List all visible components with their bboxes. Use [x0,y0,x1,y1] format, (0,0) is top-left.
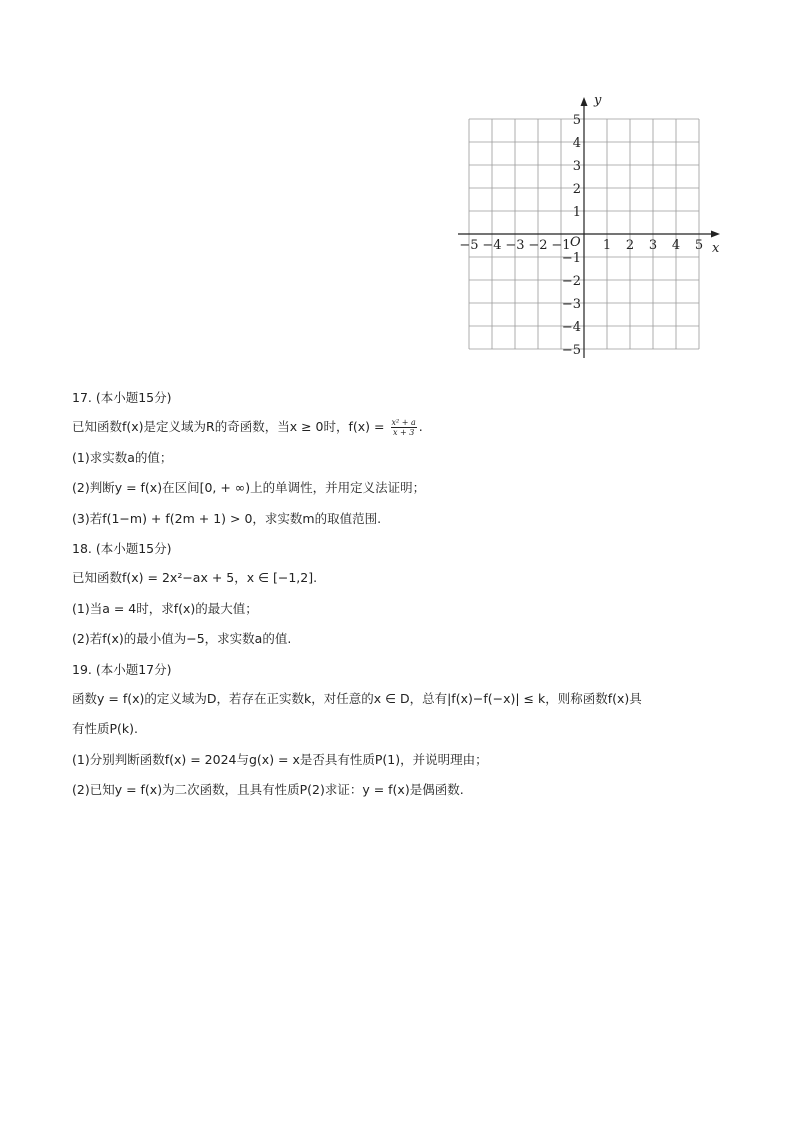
tick-labels [459,113,703,358]
problem-17-header: 17. (本小题15分) [72,390,172,405]
problem-17-question-2: (2)判断y = f(x)在区间[0, + ∞)上的单调性，并用定义法证明； [72,480,426,495]
y-tick-label: −1 [561,251,581,266]
y-tick-label: 5 [572,113,581,128]
y-tick-label: −5 [561,343,581,358]
y-tick-label: −3 [561,297,581,312]
fraction-numerator: x² + a [391,418,416,427]
problem-18-question-1: (1)当a = 4时，求f(x)的最大值； [72,600,258,616]
problem-17-stem-end: . [418,419,423,434]
y-tick-label: 4 [572,136,581,151]
fraction-denominator: x + 3 [392,428,415,437]
x-tick-label: −1 [551,238,571,253]
y-tick-label: 3 [572,159,581,174]
coordinate-grid [450,88,730,360]
coordinate-plane [450,88,730,360]
problem-19-stem-line-2: 有性质P(k). [72,721,139,736]
y-tick-label: 1 [572,205,581,220]
x-tick-label: 5 [694,238,704,253]
problem-list [72,388,732,811]
problem-18-stem: 已知函数f(x) = 2x²−ax + 5，x ∈ [−1,2]. [72,570,318,585]
y-axis-label: y [594,93,602,108]
y-tick-label: 2 [572,182,581,197]
y-tick-label: −4 [561,320,581,335]
x-tick-label: 2 [625,238,635,253]
x-axis-label: x [712,241,720,256]
problem-18-question-2: (2)若f(x)的最小值为−5，求实数a的值. [72,631,292,646]
origin-label: O [570,235,581,250]
problem-19-header: 19. (本小题17分) [72,661,172,677]
x-tick-label: −3 [505,238,525,253]
problem-17-stem [72,417,732,437]
axes [458,97,720,358]
x-tick-label: 4 [671,238,681,253]
x-tick-label: −2 [528,238,548,253]
x-tick-label: 3 [648,238,658,253]
problem-19-question-1: (1)分别判断函数f(x) = 2024与g(x) = x是否具有性质P(1)，并说明理由； [72,751,488,767]
y-axis-arrow [581,97,588,106]
x-tick-label: −4 [482,238,502,253]
problem-18-header: 18. (本小题15分) [72,541,172,556]
problem-19-stem-line-1: 函数y = f(x)的定义域为D，若存在正实数k，对任意的x ∈ D，总有|f(x)−f(−x)| ≤ k，则称函数f(x)具 [72,690,642,706]
x-tick-label: 1 [602,238,612,253]
y-tick-label: −2 [561,274,581,289]
x-tick-label: −5 [459,238,479,253]
problem-17-question-3: (3)若f(1−m) + f(2m + 1) > 0，求实数m的取值范围. [72,510,382,526]
problem-17-stem-text: 已知函数f(x)是定义域为R的奇函数，当x ≥ 0时，f(x) = [72,419,385,434]
fraction [391,418,417,437]
problem-17-question-1: (1)求实数a的值； [72,449,173,465]
x-axis-arrow [711,231,720,238]
problem-19-question-2: (2)已知y = f(x)为二次函数，且具有性质P(2)求证：y = f(x)是偶函数. [72,782,464,797]
